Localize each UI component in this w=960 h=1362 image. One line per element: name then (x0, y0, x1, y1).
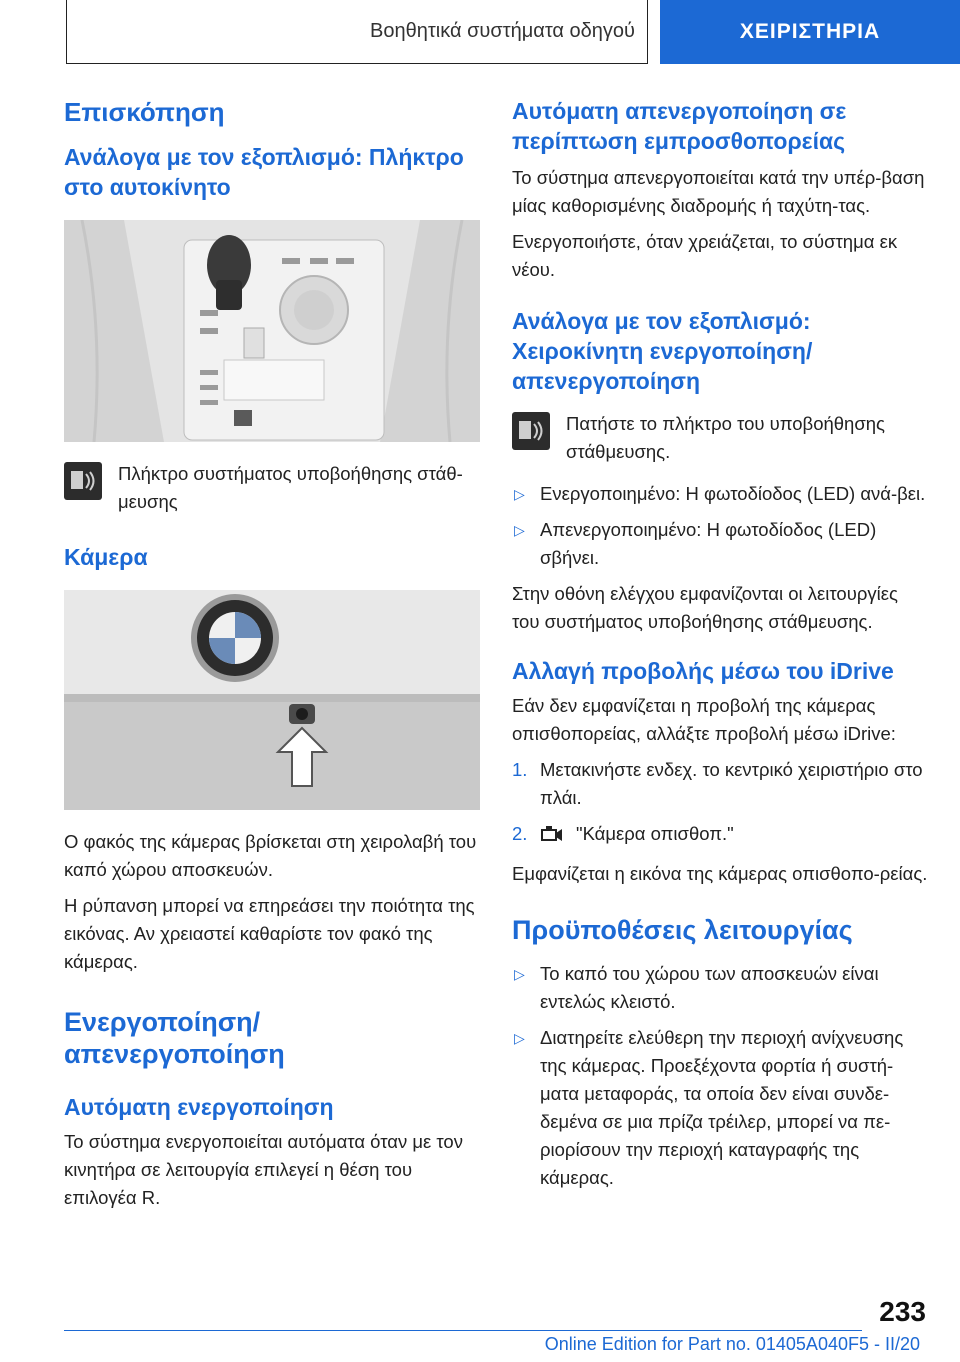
manual-press-text: Πατήστε το πλήκτρο του υποβοήθησης στάθμευσης. (566, 413, 885, 462)
camera-text-2: Η ρύπανση μπορεί να επηρεάσει την ποιότητα της εικόνας. Αν χρειαστεί καθαρίστε τον φακό της κάμερας. (64, 895, 475, 972)
manual-text: Στην οθόνη ελέγχου εμφανίζονται οι λειτουργίες του συστήματος υποβοήθησης στάθμευσης. (512, 583, 898, 632)
header-section-title: Βοηθητικά συστήματα οδηγού (370, 20, 635, 42)
step-number: 1. (512, 759, 528, 780)
manual-bullet-list (512, 480, 928, 572)
manual-press-row (512, 410, 928, 466)
auto-on-heading: Αυτόματη ενεργοποίηση (64, 1094, 334, 1120)
auto-off-text-1: Το σύστημα απενεργοποιείται κατά την υπέρ-βαση μίας καθορισμένης διαδρομής ή ταχύτη-τας. (512, 167, 925, 216)
list-item-text: Το καπό του χώρου των αποσκευών είναι εντελώς κλειστό. (540, 963, 879, 1012)
rear-camera-illustration (64, 590, 480, 810)
center-console-illustration (64, 220, 480, 442)
parking-assist-icon (64, 462, 102, 500)
camera-text-1: Ο φακός της κάμερας βρίσκεται στη χειρολαβή του καπό χώρου αποσκευών. (64, 831, 477, 880)
parking-assist-icon (512, 412, 550, 450)
list-item (512, 516, 928, 572)
idrive-heading: Αλλαγή προβολής μέσω του iDrive (512, 658, 894, 684)
auto-off-heading: Αυτόματη απενεργοποίηση σε περίπτωση εμπροσθοπορείας (512, 98, 847, 154)
camera-photo (64, 590, 480, 810)
prereq-title: Προϋποθέσεις λειτουργίας (512, 915, 853, 945)
list-item-text: Διατηρείτε ελεύθερη την περιοχή ανίχνευσης της κάμερας. Προεξέχοντα φορτία ή συστή-ματα μεταφοράς, τα οποία δεν είναι συνδε-δεμένα σε μια πρίζα τρέιλερ, μπορεί να πε-ριορίσουν την περιοχή καταγραφής της κάμερας. (540, 1027, 904, 1188)
triangle-right-icon: ▷ (514, 486, 525, 502)
list-item (512, 820, 928, 852)
triangle-right-icon: ▷ (514, 522, 525, 538)
camera-view-icon (540, 824, 566, 852)
button-caption-row (64, 460, 480, 516)
idrive-text: Εάν δεν εμφανίζεται η προβολή της κάμερας οπισθοπορείας, αλλάξτε προβολή μέσω iDrive: (512, 695, 896, 744)
camera-heading: Κάμερα (64, 544, 148, 570)
header-section (66, 0, 648, 64)
list-item (512, 756, 928, 812)
overview-title: Επισκόπηση (64, 97, 225, 127)
button-caption: Πλήκτρο συστήματος υποβοήθησης στάθ-μευσης (118, 463, 463, 512)
left-column (64, 96, 480, 1220)
manual-heading: Ανάλογα με τον εξοπλισμό: Χειροκίνητη ενεργοποίηση/ απενεργοποίηση (512, 308, 813, 394)
auto-off-text-2: Ενεργοποιήστε, όταν χρειάζεται, το σύστημα εκ νέου. (512, 231, 898, 280)
list-item-text: Ενεργοποιημένο: Η φωτοδίοδος (LED) ανά-βει. (540, 483, 926, 504)
auto-on-text: Το σύστημα ενεργοποιείται αυτόματα όταν με τον κινητήρα σε λειτουργία επιλεγεί η θέση του επιλογέα R. (64, 1131, 463, 1208)
header-chapter-tab (660, 0, 960, 64)
list-item (512, 960, 928, 1016)
right-column (512, 96, 928, 1200)
triangle-right-icon: ▷ (514, 966, 525, 982)
footer-edition: Online Edition for Part no. 01405A040F5 - II/20 (544, 1334, 920, 1354)
list-item (512, 480, 928, 508)
triangle-right-icon: ▷ (514, 1030, 525, 1046)
button-heading: Ανάλογα με τον εξοπλισμό: Πλήκτρο στο αυτοκίνητο (64, 144, 464, 200)
console-photo (64, 220, 480, 442)
page-number: 233 (879, 1296, 926, 1327)
idrive-result: Εμφανίζεται η εικόνα της κάμερας οπισθοπο-ρείας. (512, 863, 928, 884)
list-item (512, 1024, 928, 1192)
list-item-text: Απενεργοποιημένο: Η φωτοδίοδος (LED) σβήνει. (540, 519, 877, 568)
activation-title: Ενεργοποίηση/απενεργοποίηση (64, 1007, 285, 1069)
prereq-bullet-list (512, 960, 928, 1192)
header-chapter-title: ΧΕΙΡΙΣΤΗΡΙΑ (739, 20, 881, 43)
step-number: 2. (512, 823, 528, 844)
footer-divider (64, 1330, 862, 1331)
step-text: "Κάμερα οπισθοπ." (576, 823, 734, 844)
step-text: Μετακινήστε ενδεχ. το κεντρικό χειριστήριο στο πλάι. (540, 759, 923, 808)
idrive-steps (512, 756, 928, 852)
